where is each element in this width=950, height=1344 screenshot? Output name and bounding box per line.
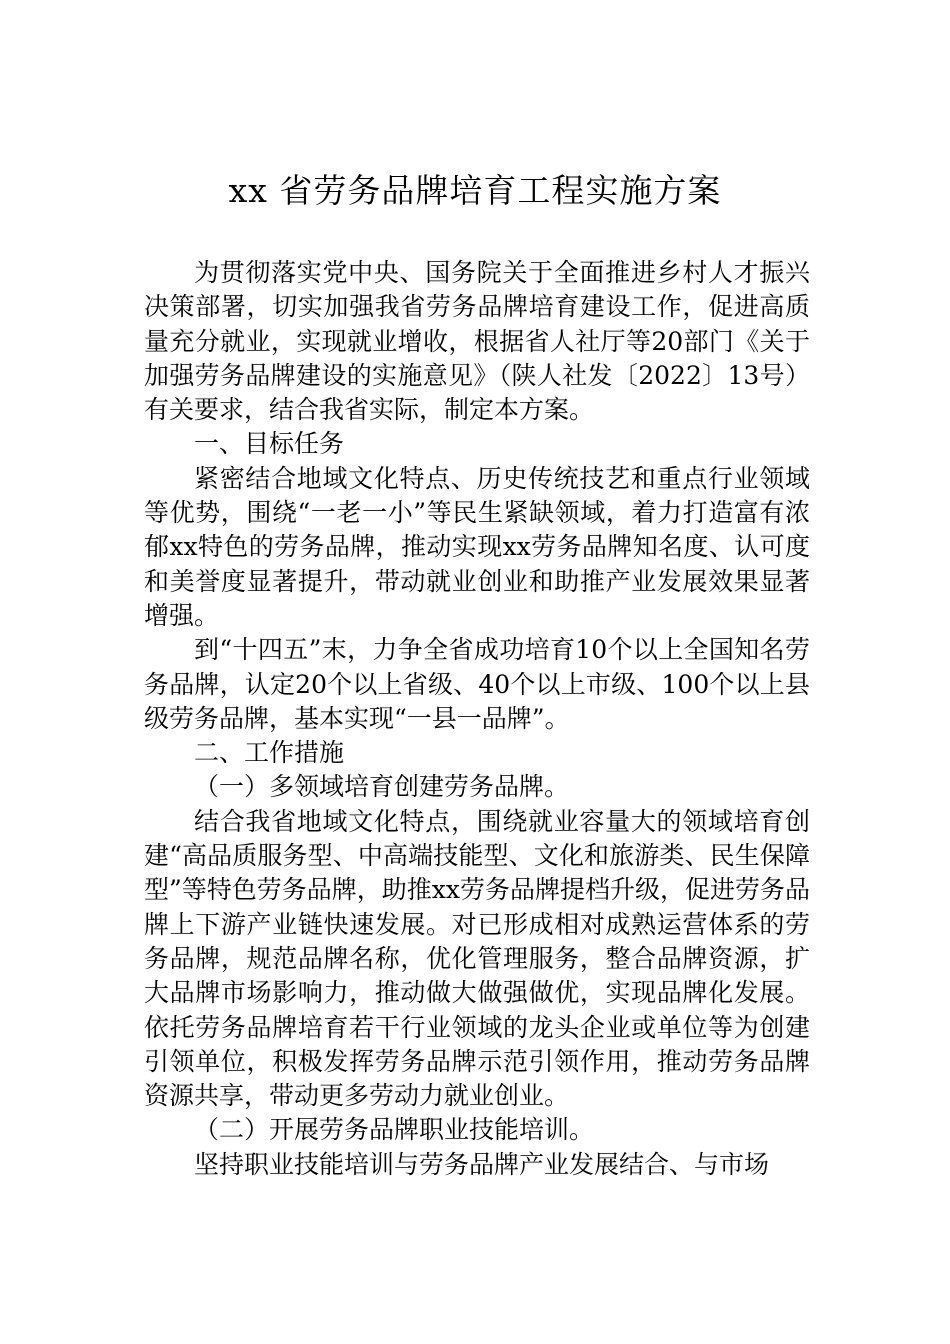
subheading-measure-2: （二）开展劳务品牌职业技能培训。 bbox=[194, 1115, 595, 1145]
subheading-measure-1: （一）多领域培育创建劳务品牌。 bbox=[194, 772, 570, 802]
paragraph-intro: 为贯彻落实党中央、国务院关于全面推进乡村人才振兴决策部署，切实加强我省劳务品牌培育建设工作，促进高质量充分就业，实现就业增收，根据省人社厅等20部门《关于加强劳务品牌建设的实施意见》（陕人社发〔2022〕13号）有关要求，结合我省实际，制定本方案。 bbox=[144, 258, 810, 425]
section-heading-measures: 二、工作措施 bbox=[194, 738, 345, 768]
section-heading-goals: 一、目标任务 bbox=[194, 429, 345, 459]
paragraph-goals: 紧密结合地域文化特点、历史传统技艺和重点行业领域等优势，围绕“一老一小”等民生紧缺领域，着力打造富有浓郁xx特色的劳务品牌，推动实现xx劳务品牌知名度、认可度和美誉度显著提升，带动就业创业和助推产业发展效果显著增强。 bbox=[144, 463, 810, 630]
paragraph-measure-2: 坚持职业技能培训与劳务品牌产业发展结合、与市场 bbox=[194, 1149, 770, 1179]
document-body bbox=[144, 256, 810, 1182]
paragraph-targets: 到“十四五”末，力争全省成功培育10个以上全国知名劳务品牌，认定20个以上省级、40个以上市级、100个以上县级劳务品牌，基本实现“一县一品牌”。 bbox=[144, 635, 810, 733]
paragraph-measure-1: 结合我省地域文化特点，围绕就业容量大的领域培育创建“高品质服务型、中高端技能型、文化和旅游类、民生保障型”等特色劳务品牌，助推xx劳务品牌提档升级，促进劳务品牌上下游产业链快速发展。对已形成相对成熟运营体系的劳务品牌，规范品牌名称，优化管理服务，整合品牌资源，扩大品牌市场影响力，推动做大做强做优，实现品牌化发展。依托劳务品牌培育若干行业领域的龙头企业或单位等为创建引领单位，积极发挥劳务品牌示范引领作用，推动劳务品牌资源共享，带动更多劳动力就业创业。 bbox=[144, 806, 810, 1111]
document-title: xx 省劳务品牌培育工程实施方案 bbox=[228, 171, 722, 210]
